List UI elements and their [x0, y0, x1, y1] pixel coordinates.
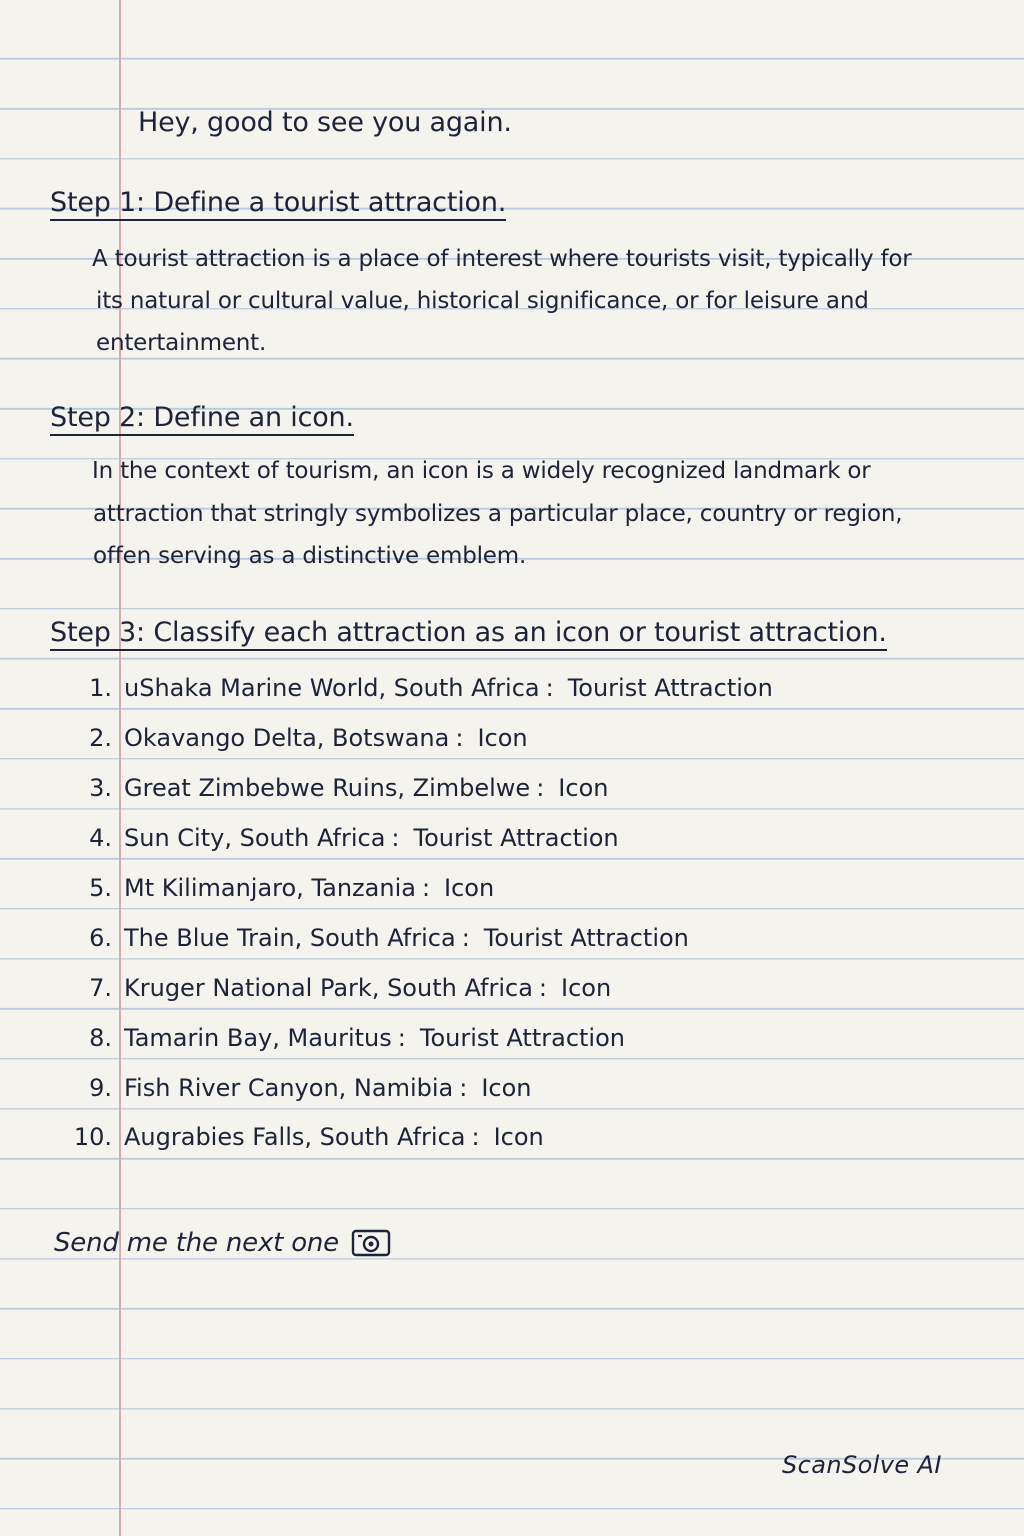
item-label: Icon: [477, 724, 528, 752]
item-number: 3.: [89, 774, 112, 802]
item-separator: :: [391, 824, 400, 852]
margin-line: [119, 0, 121, 1536]
item-place: Fish River Canyon, Namibia: [124, 1074, 454, 1102]
item-separator: :: [459, 1074, 468, 1102]
list-item: [62, 771, 608, 805]
step-3-heading: Step 3: Classify each attraction as an icon or tourist attraction.: [50, 618, 887, 651]
item-label: Icon: [558, 774, 609, 802]
item-place: Great Zimbebwe Ruins, Zimbelwe: [124, 774, 531, 802]
item-label: Icon: [493, 1123, 544, 1151]
item-separator: :: [545, 674, 554, 702]
item-number: 1.: [89, 674, 112, 702]
list-item: [62, 821, 619, 855]
list-item: [62, 871, 494, 905]
step-2-line: In the context of tourism, an icon is a widely recognized landmark or: [92, 458, 871, 484]
item-label: Tourist Attraction: [413, 824, 619, 852]
item-separator: :: [397, 1024, 406, 1052]
step-1-heading: Step 1: Define a tourist attraction.: [50, 188, 506, 221]
item-place: Augrabies Falls, South Africa: [124, 1123, 466, 1151]
list-item: [62, 671, 773, 705]
item-separator: :: [471, 1123, 480, 1151]
item-number: 5.: [89, 874, 112, 902]
item-number: 10.: [73, 1123, 112, 1151]
list-item: [62, 1071, 532, 1105]
list-item: [62, 1120, 544, 1154]
step-2-line: offen serving as a distinctive emblem.: [93, 543, 527, 569]
list-item: [62, 921, 689, 955]
list-item: [62, 721, 528, 755]
item-separator: :: [455, 724, 464, 752]
item-separator: :: [421, 874, 431, 902]
item-place: Sun City, South Africa: [124, 824, 386, 852]
item-separator: :: [538, 974, 547, 1002]
item-number: 7.: [89, 974, 112, 1002]
item-number: 9.: [89, 1074, 112, 1102]
item-label: Icon: [444, 874, 495, 902]
item-place: Tamarin Bay, Mauritus: [124, 1024, 392, 1052]
list-item: [62, 1021, 625, 1055]
item-number: 8.: [89, 1024, 112, 1052]
item-number: 2.: [89, 724, 112, 752]
greeting: Hey, good to see you again.: [138, 107, 512, 138]
closing-message: [54, 1228, 391, 1258]
item-label: Icon: [561, 974, 612, 1002]
brand-signature: ScanSolve AI: [782, 1451, 942, 1479]
item-separator: :: [461, 924, 470, 952]
item-label: Tourist Attraction: [567, 674, 773, 702]
list-item: [62, 971, 611, 1005]
item-label: Tourist Attraction: [419, 1024, 625, 1052]
item-place: Kruger National Park, South Africa: [124, 974, 533, 1002]
closing-text: Send me the next one: [54, 1228, 339, 1258]
item-label: Tourist Attraction: [483, 924, 689, 952]
step-2-heading: Step 2: Define an icon.: [50, 403, 354, 436]
step-1-line: entertainment.: [96, 330, 267, 356]
item-number: 4.: [89, 824, 112, 852]
step-2-line: attraction that stringly symbolizes a particular place, country or region,: [93, 501, 903, 527]
item-place: Okavango Delta, Botswana: [124, 724, 450, 752]
step-1-line: its natural or cultural value, historical significance, or for leisure and: [96, 288, 869, 314]
item-separator: :: [536, 774, 545, 802]
item-place: The Blue Train, South Africa: [124, 924, 456, 952]
camera-icon: [351, 1228, 391, 1258]
step-1-line: A tourist attraction is a place of interest where tourists visit, typically for: [92, 246, 912, 272]
item-place: Mt Kilimanjaro, Tanzania: [124, 874, 416, 902]
item-label: Icon: [481, 1074, 532, 1102]
item-place: uShaka Marine World, South Africa: [124, 674, 540, 702]
item-number: 6.: [89, 924, 112, 952]
